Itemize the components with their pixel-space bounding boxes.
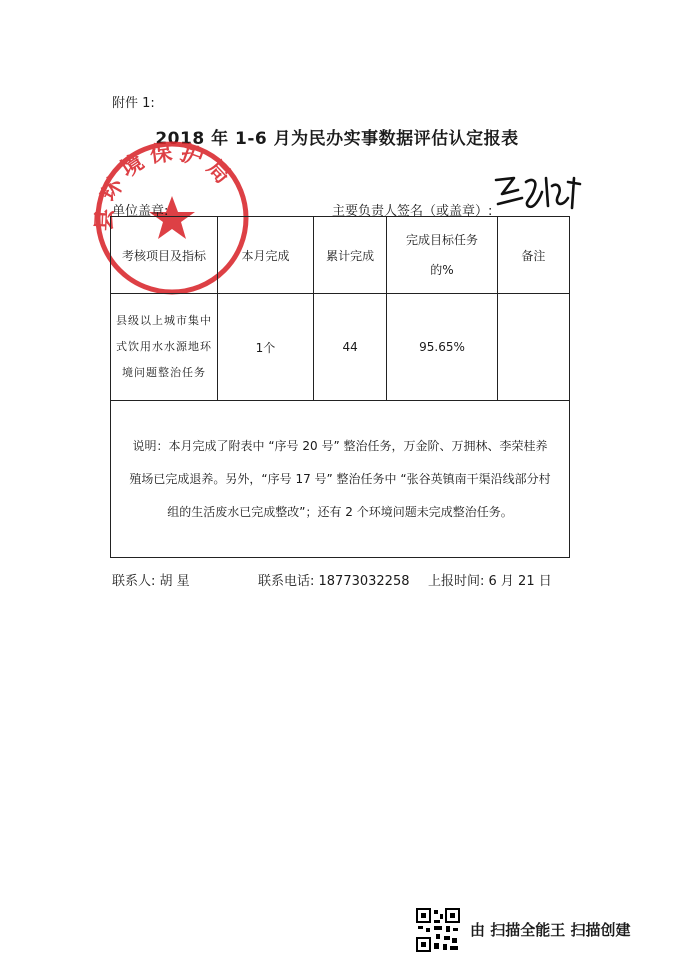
cell-month: 1个	[217, 294, 313, 401]
footer-contact: 联系人: 胡 星	[112, 574, 190, 589]
header-goal-line-1: 完成目标任务	[405, 233, 478, 247]
qr-code-icon	[416, 908, 460, 952]
handwritten-signature	[488, 168, 588, 218]
document-title: 2018 年 1-6 月为民办实事数据评估认定报表	[155, 129, 519, 149]
header-month: 本月完成	[217, 217, 313, 294]
cell-cumulative: 44	[314, 294, 387, 401]
note-line-2: 殖场已完成退养。另外，“序号 17 号” 整治任务中 “张谷英镇南干渠沿线部分村	[129, 471, 551, 486]
cell-item	[111, 294, 218, 401]
item-line-2: 式饮用水水源地环	[115, 340, 212, 353]
report-table	[110, 216, 570, 558]
footer-report-time: 上报时间: 6 月 21 日	[428, 574, 552, 589]
item-line-3: 境问题整治任务	[121, 366, 206, 379]
note-line-1: 说明：本月完成了附表中 “序号 20 号” 整治任务，万金阶、万拥林、李荣桂养	[132, 438, 548, 453]
header-cumulative: 累计完成	[314, 217, 387, 294]
table-header-row	[111, 217, 570, 294]
responsible-sign-label: 主要负责人签名（或盖章）:	[332, 204, 493, 219]
note-cell	[111, 401, 570, 558]
svg-text:县环境保护局: 县环境保护局	[92, 139, 240, 232]
note-line-3: 组的生活废水已完成整改”；还有 2 个环境问题未完成整治任务。	[167, 504, 513, 519]
attachment-label: 附件 1:	[112, 96, 155, 111]
table-note-row	[111, 401, 570, 558]
table-row	[111, 294, 570, 401]
scanner-watermark: 由 扫描全能王 扫描创建	[470, 921, 631, 939]
footer-phone: 联系电话: 18773032258	[258, 574, 410, 589]
header-item: 考核项目及指标	[111, 217, 218, 294]
header-goal-line-2: 的%	[430, 263, 454, 277]
cell-remark	[497, 294, 569, 401]
header-goal-percent	[387, 217, 497, 294]
cell-percent: 95.65%	[387, 294, 497, 401]
unit-seal-label: 单位盖章:	[112, 204, 169, 219]
header-remark: 备注	[497, 217, 569, 294]
item-line-1: 县级以上城市集中	[115, 314, 212, 327]
